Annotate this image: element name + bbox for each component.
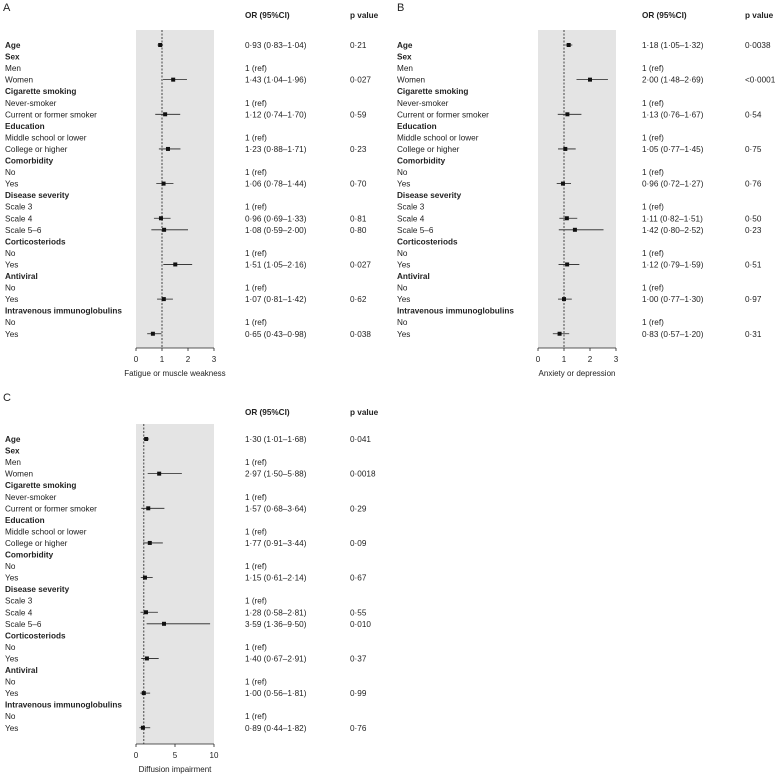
row-label: Men bbox=[5, 64, 21, 74]
p-value: 0·80 bbox=[350, 225, 367, 235]
row-label: Middle school or lower bbox=[5, 527, 87, 537]
x-tick-label: 1 bbox=[159, 355, 165, 364]
or-value: 1·00 (0·77–1·30) bbox=[642, 295, 704, 305]
section-label: Antiviral bbox=[397, 272, 430, 281]
or-value: 1·12 (0·74–1·70) bbox=[245, 110, 307, 120]
row-label: No bbox=[5, 168, 16, 178]
row-label: Yes bbox=[397, 260, 411, 270]
x-tick-label: 0 bbox=[535, 355, 541, 364]
or-value: 0·89 (0·44–1·82) bbox=[245, 723, 307, 733]
or-value: 1 (ref) bbox=[245, 202, 267, 212]
or-value: 1·28 (0·58–2·81) bbox=[245, 608, 307, 618]
row-label: No bbox=[5, 283, 16, 293]
p-value: 0·23 bbox=[350, 144, 367, 154]
or-value: 1 (ref) bbox=[245, 712, 267, 722]
p-value: 0·75 bbox=[745, 144, 762, 154]
or-point bbox=[565, 216, 569, 220]
section-label: Corticosteriods bbox=[5, 631, 66, 641]
row-label: No bbox=[5, 562, 16, 572]
or-point bbox=[567, 43, 571, 47]
or-value: 3·59 (1·36–9·50) bbox=[245, 619, 307, 629]
section-label: Comorbidity bbox=[5, 156, 54, 166]
or-value: 1 (ref) bbox=[245, 248, 267, 258]
or-column-header: OR (95%CI) bbox=[245, 11, 290, 20]
p-value: 0·29 bbox=[350, 504, 367, 514]
or-value: 1 (ref) bbox=[245, 283, 267, 293]
or-value: 1 (ref) bbox=[245, 133, 267, 143]
x-tick-label: 10 bbox=[209, 751, 219, 760]
or-value: 1·05 (0·77–1·45) bbox=[642, 144, 704, 154]
section-label: Antiviral bbox=[5, 666, 38, 675]
row-label: No bbox=[397, 168, 408, 178]
p-value: 0·54 bbox=[745, 110, 762, 120]
row-label: Men bbox=[5, 458, 21, 468]
row-label: Scale 5–6 bbox=[5, 225, 42, 235]
p-value: <0·0001 bbox=[745, 75, 775, 85]
or-value: 2·00 (1·48–2·69) bbox=[642, 75, 704, 85]
section-label: Disease severity bbox=[5, 585, 70, 595]
p-value: 0·0018 bbox=[350, 469, 376, 479]
section-label: Disease severity bbox=[5, 191, 70, 201]
or-value: 1·08 (0·59–2·00) bbox=[245, 225, 307, 235]
or-value: 1 (ref) bbox=[245, 642, 267, 652]
row-label: Yes bbox=[5, 260, 19, 270]
p-value: 0·76 bbox=[745, 179, 762, 189]
p-column-header: p value bbox=[350, 11, 379, 20]
row-label: Women bbox=[5, 75, 34, 85]
p-value: 0·70 bbox=[350, 179, 367, 189]
p-value: 0·55 bbox=[350, 608, 367, 618]
row-label: Yes bbox=[5, 654, 19, 664]
p-value: 0·038 bbox=[350, 329, 371, 339]
row-label: Scale 4 bbox=[5, 608, 33, 618]
or-value: 1 (ref) bbox=[245, 527, 267, 537]
or-value: 1 (ref) bbox=[245, 562, 267, 572]
or-value: 1·57 (0·68–3·64) bbox=[245, 504, 307, 514]
section-label: Sex bbox=[5, 446, 20, 456]
or-point bbox=[162, 297, 166, 301]
panel-letter: B bbox=[397, 2, 405, 14]
row-label: Yes bbox=[5, 723, 19, 733]
or-value: 1·77 (0·91–3·44) bbox=[245, 538, 307, 548]
or-point bbox=[166, 147, 170, 151]
or-value: 1·06 (0·78–1·44) bbox=[245, 179, 307, 189]
section-label: Intravenous immunoglobulins bbox=[5, 306, 122, 316]
or-value: 1·18 (1·05–1·32) bbox=[642, 41, 704, 50]
section-label: Cigarette smoking bbox=[5, 481, 77, 491]
section-label: Age bbox=[397, 41, 413, 50]
or-point bbox=[145, 656, 149, 660]
row-label: Scale 3 bbox=[5, 202, 33, 212]
or-point bbox=[558, 332, 562, 336]
forest-panel-b bbox=[397, 2, 775, 378]
row-label: Scale 3 bbox=[5, 596, 33, 606]
p-value: 0·50 bbox=[745, 214, 762, 224]
row-label: Yes bbox=[397, 295, 411, 305]
or-value: 1·13 (0·76–1·67) bbox=[642, 110, 704, 120]
or-value: 1 (ref) bbox=[245, 98, 267, 108]
row-label: Scale 5–6 bbox=[5, 619, 42, 629]
section-label: Cigarette smoking bbox=[5, 87, 77, 97]
x-axis-label: Fatigue or muscle weakness bbox=[124, 369, 226, 378]
or-point bbox=[162, 622, 166, 626]
or-point bbox=[144, 610, 148, 614]
section-label: Age bbox=[5, 435, 21, 444]
or-value: 1·51 (1·05–2·16) bbox=[245, 260, 307, 270]
or-value: 1 (ref) bbox=[245, 458, 267, 468]
row-label: Yes bbox=[397, 329, 411, 339]
or-value: 0·93 (0·83–1·04) bbox=[245, 41, 307, 50]
or-point bbox=[162, 228, 166, 232]
or-point bbox=[162, 182, 166, 186]
row-label: College or higher bbox=[5, 538, 68, 548]
or-value: 1 (ref) bbox=[245, 492, 267, 502]
p-value: 0·0038 bbox=[745, 41, 771, 50]
or-value: 1 (ref) bbox=[642, 98, 664, 108]
or-point bbox=[171, 78, 175, 82]
row-label: No bbox=[5, 248, 16, 258]
x-axis-label: Anxiety or depression bbox=[538, 369, 616, 378]
or-value: 0·83 (0·57–1·20) bbox=[642, 329, 704, 339]
row-label: No bbox=[397, 283, 408, 293]
row-label: Yes bbox=[5, 689, 19, 699]
forest-panel-a bbox=[3, 2, 379, 378]
row-label: Yes bbox=[5, 573, 19, 583]
or-point bbox=[562, 297, 566, 301]
or-point bbox=[561, 182, 565, 186]
or-point bbox=[142, 691, 146, 695]
row-label: Scale 5–6 bbox=[397, 225, 434, 235]
p-value: 0·59 bbox=[350, 110, 367, 120]
or-point bbox=[151, 332, 155, 336]
or-point bbox=[565, 112, 569, 116]
row-label: No bbox=[397, 318, 408, 328]
p-column-header: p value bbox=[745, 11, 774, 20]
row-label: Scale 4 bbox=[397, 214, 425, 224]
row-label: No bbox=[5, 712, 16, 722]
section-label: Education bbox=[397, 121, 437, 131]
section-label: Comorbidity bbox=[5, 550, 54, 560]
or-value: 1·30 (1·01–1·68) bbox=[245, 435, 307, 444]
panel-letter: C bbox=[3, 392, 11, 404]
x-tick-label: 3 bbox=[613, 355, 619, 364]
section-label: Education bbox=[5, 515, 45, 525]
row-label: Yes bbox=[5, 179, 19, 189]
or-value: 1·23 (0·88–1·71) bbox=[245, 144, 307, 154]
or-point bbox=[159, 216, 163, 220]
x-tick-label: 3 bbox=[211, 355, 217, 364]
or-value: 1·00 (0·56–1·81) bbox=[245, 689, 307, 699]
p-value: 0·51 bbox=[745, 260, 762, 270]
or-point bbox=[158, 43, 162, 47]
or-value: 1 (ref) bbox=[245, 596, 267, 606]
row-label: Scale 3 bbox=[397, 202, 425, 212]
x-tick-label: 2 bbox=[587, 355, 593, 364]
section-label: Age bbox=[5, 41, 21, 50]
p-column-header: p value bbox=[350, 408, 379, 417]
row-label: College or higher bbox=[5, 144, 68, 154]
x-tick-label: 1 bbox=[561, 355, 567, 364]
or-value: 1 (ref) bbox=[642, 248, 664, 258]
row-label: Scale 4 bbox=[5, 214, 33, 224]
or-value: 1 (ref) bbox=[642, 202, 664, 212]
row-label: No bbox=[5, 677, 16, 687]
p-value: 0·31 bbox=[745, 329, 762, 339]
section-label: Corticosteriods bbox=[397, 237, 458, 247]
section-label: Sex bbox=[397, 52, 412, 62]
x-tick-label: 2 bbox=[185, 355, 191, 364]
or-value: 1 (ref) bbox=[245, 677, 267, 687]
x-tick-label: 0 bbox=[133, 751, 139, 760]
forest-panel-c bbox=[3, 392, 379, 774]
or-point bbox=[573, 228, 577, 232]
or-value: 1·07 (0·81–1·42) bbox=[245, 295, 307, 305]
or-point bbox=[148, 541, 152, 545]
x-axis-label: Diffusion impairment bbox=[138, 765, 212, 774]
row-label: Yes bbox=[5, 295, 19, 305]
p-value: 0·027 bbox=[350, 75, 371, 85]
row-label: Never-smoker bbox=[5, 98, 57, 108]
row-label: Current or former smoker bbox=[5, 110, 97, 120]
or-point bbox=[173, 262, 177, 266]
p-value: 0·23 bbox=[745, 225, 762, 235]
row-label: Middle school or lower bbox=[397, 133, 479, 143]
or-value: 1·11 (0·82–1·51) bbox=[642, 214, 703, 224]
section-label: Comorbidity bbox=[397, 156, 446, 166]
or-column-header: OR (95%CI) bbox=[642, 11, 687, 20]
p-value: 0·21 bbox=[350, 41, 367, 50]
row-label: Women bbox=[5, 469, 34, 479]
row-label: Yes bbox=[5, 329, 19, 339]
section-label: Disease severity bbox=[397, 191, 462, 201]
or-value: 1 (ref) bbox=[245, 318, 267, 328]
or-value: 1·12 (0·79–1·59) bbox=[642, 260, 704, 270]
or-column-header: OR (95%CI) bbox=[245, 408, 290, 417]
section-label: Corticosteriods bbox=[5, 237, 66, 247]
or-value: 1·15 (0·61–2·14) bbox=[245, 573, 307, 583]
section-label: Education bbox=[5, 121, 45, 131]
or-point bbox=[563, 147, 567, 151]
or-value: 1·43 (1·04–1·96) bbox=[245, 75, 307, 85]
plot-background bbox=[538, 30, 616, 348]
or-value: 1 (ref) bbox=[642, 318, 664, 328]
or-value: 0·96 (0·72–1·27) bbox=[642, 179, 704, 189]
section-label: Intravenous immunoglobulins bbox=[397, 306, 514, 316]
p-value: 0·62 bbox=[350, 295, 367, 305]
row-label: No bbox=[5, 642, 16, 652]
p-value: 0·027 bbox=[350, 260, 371, 270]
p-value: 0·67 bbox=[350, 573, 367, 583]
row-label: Current or former smoker bbox=[397, 110, 489, 120]
or-point bbox=[143, 576, 147, 580]
or-value: 0·96 (0·69–1·33) bbox=[245, 214, 307, 224]
row-label: College or higher bbox=[397, 144, 460, 154]
or-value: 1 (ref) bbox=[245, 168, 267, 178]
or-point bbox=[565, 262, 569, 266]
row-label: Never-smoker bbox=[5, 492, 57, 502]
or-point bbox=[146, 506, 150, 510]
or-value: 2·97 (1·50–5·88) bbox=[245, 469, 307, 479]
plot-background bbox=[136, 424, 214, 744]
or-value: 1 (ref) bbox=[642, 168, 664, 178]
section-label: Intravenous immunoglobulins bbox=[5, 700, 122, 710]
p-value: 0·09 bbox=[350, 538, 367, 548]
or-point bbox=[163, 112, 167, 116]
or-point bbox=[157, 472, 161, 476]
or-value: 1·42 (0·80–2·52) bbox=[642, 225, 704, 235]
or-value: 0·65 (0·43–0·98) bbox=[245, 329, 307, 339]
row-label: No bbox=[5, 318, 16, 328]
row-label: Women bbox=[397, 75, 426, 85]
section-label: Cigarette smoking bbox=[397, 87, 469, 97]
row-label: Men bbox=[397, 64, 413, 74]
or-point bbox=[144, 437, 148, 441]
or-value: 1 (ref) bbox=[642, 64, 664, 74]
x-tick-label: 0 bbox=[133, 355, 139, 364]
p-value: 0·041 bbox=[350, 435, 371, 444]
panel-letter: A bbox=[3, 2, 11, 14]
row-label: Middle school or lower bbox=[5, 133, 87, 143]
or-point bbox=[141, 726, 145, 730]
or-value: 1 (ref) bbox=[245, 64, 267, 74]
p-value: 0·81 bbox=[350, 214, 367, 224]
p-value: 0·76 bbox=[350, 723, 367, 733]
row-label: Current or former smoker bbox=[5, 504, 97, 514]
row-label: Yes bbox=[397, 179, 411, 189]
or-value: 1 (ref) bbox=[642, 283, 664, 293]
row-label: Never-smoker bbox=[397, 98, 449, 108]
p-value: 0·37 bbox=[350, 654, 367, 664]
p-value: 0·97 bbox=[745, 295, 762, 305]
p-value: 0·010 bbox=[350, 619, 371, 629]
or-value: 1 (ref) bbox=[642, 133, 664, 143]
or-value: 1·40 (0·67–2·91) bbox=[245, 654, 307, 664]
or-point bbox=[588, 78, 592, 82]
section-label: Antiviral bbox=[5, 272, 38, 281]
p-value: 0·99 bbox=[350, 689, 367, 699]
x-tick-label: 5 bbox=[172, 751, 178, 760]
section-label: Sex bbox=[5, 52, 20, 62]
row-label: No bbox=[397, 248, 408, 258]
